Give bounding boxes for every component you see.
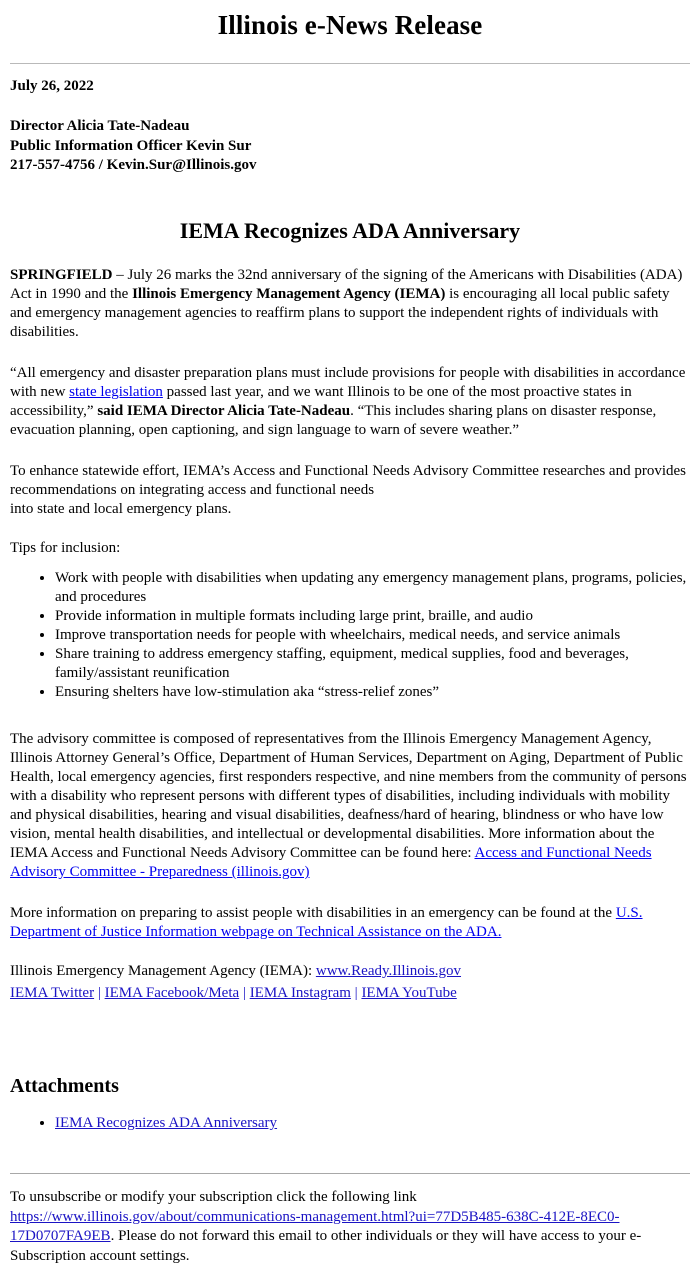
contact-public-information-officer: Public Information Officer Kevin Sur bbox=[10, 137, 252, 154]
agency-label: Illinois Emergency Management Agency (IEMA): bbox=[10, 963, 316, 980]
link-separator-1: | bbox=[94, 984, 105, 1001]
iema-instagram-link[interactable]: IEMA Instagram bbox=[249, 984, 351, 1001]
quote-attribution: said IEMA Director Alicia Tate-Nadeau bbox=[97, 403, 351, 420]
email-document-page bbox=[0, 10, 700, 1266]
iema-twitter-link[interactable]: IEMA Twitter bbox=[10, 984, 95, 1001]
state-legislation-link[interactable]: state legislation bbox=[69, 384, 163, 401]
release-headline: IEMA Recognizes ADA Anniversary bbox=[179, 217, 521, 243]
page-title: Illinois e-News Release bbox=[217, 10, 483, 40]
quote-text-part-1: “All emergency and disaster preparation plans must include provisions for people with disabilities in accordance with new bbox=[10, 365, 686, 401]
lede-text-part-2: is encouraging all local public safety and emergency management agencies to reaffirm plans to support the independent rights of individuals with disabilities. bbox=[10, 285, 670, 341]
unsubscribe-intro: To unsubscribe or modify your subscription click the following link bbox=[10, 1189, 417, 1206]
agency-website-line bbox=[10, 962, 690, 982]
doj-ada-technical-assistance-link[interactable]: U.S. Department of Justice Information webpage on Technical Assistance on the ADA. bbox=[10, 905, 643, 941]
header-divider bbox=[10, 63, 690, 64]
quote-text-part-3: . “This includes sharing plans on disaster response, evacuation planning, open captioning, and sign language to warn of severe weather.” bbox=[10, 403, 657, 439]
contact-block bbox=[10, 117, 690, 176]
contact-phone-email: 217-557-4756 / Kevin.Sur@Illinois.gov bbox=[10, 157, 257, 174]
release-date: July 26, 2022 bbox=[10, 78, 94, 95]
list-item bbox=[55, 1114, 690, 1133]
list-item: • Share training to address emergency staffing, equipment, medical supplies, food and beverages, family/assistant reunification bbox=[55, 645, 690, 683]
social-links-line bbox=[10, 984, 690, 1004]
link-separator-2: | bbox=[239, 984, 250, 1001]
paragraph-committee-intro bbox=[10, 462, 690, 519]
committee-intro-line-2: into state and local emergency plans. bbox=[10, 501, 232, 518]
link-separator-3: | bbox=[350, 984, 362, 1001]
iema-youtube-link[interactable]: IEMA YouTube bbox=[361, 984, 457, 1001]
unsubscribe-paragraph bbox=[10, 1188, 690, 1266]
dateline: SPRINGFIELD bbox=[10, 266, 113, 283]
tips-list bbox=[10, 569, 690, 702]
list-item: • Provide information in multiple formats including large print, braille, and audio bbox=[55, 607, 690, 626]
iema-facebook-link[interactable]: IEMA Facebook/Meta bbox=[104, 984, 240, 1001]
lede-text-part-1: – July 26 marks the 32nd anniversary of the signing of the Americans with Disabilities (ADA) Act in 1990 and the bbox=[10, 266, 683, 302]
list-item: • Ensuring shelters have low-stimulation aka “stress-relief zones” bbox=[55, 683, 690, 702]
footer-divider bbox=[10, 1173, 690, 1174]
paragraph-committee-detail bbox=[10, 730, 690, 882]
lede-agency-name: Illinois Emergency Management Agency (IEMA) bbox=[132, 285, 446, 302]
ready-illinois-link[interactable]: www.Ready.Illinois.gov bbox=[315, 963, 462, 980]
paragraph-quote bbox=[10, 364, 690, 440]
quote-text-part-2: passed last year, and we want Illinois to be one of the most proactive states in accessibility,” bbox=[10, 384, 632, 420]
list-item: • Improve transportation needs for people with wheelchairs, medical needs, and service animals bbox=[55, 626, 690, 645]
committee-detail-text: The advisory committee is composed of representatives from the Illinois Emergency Management Agency, Illinois Attorney General’s Office, Department of Human Services, Department on Aging, Department of Public Health, local emergency agencies, first responders respective, and nine members from the community of persons with a disability who represent persons with different types of disabilities, including individuals with mobility and physical disabilities, hearing and visual disabilities, deafness/hard of hearing, blindness or who have low vision, mental health disabilities, and intellectual or developmental disabilities. More information about the IEMA Access and Functional Needs Advisory Committee can be found here: bbox=[10, 730, 687, 862]
tips-label: Tips for inclusion: bbox=[10, 540, 121, 557]
advisory-committee-link[interactable]: Access and Functional Needs Advisory Committee - Preparedness (illinois.gov) bbox=[10, 845, 652, 881]
committee-intro-line-1: To enhance statewide effort, IEMA’s Access and Functional Needs Advisory Committee researches and provides recommendations on integrating access and functional needs bbox=[10, 463, 686, 499]
paragraph-lede bbox=[10, 266, 690, 342]
attachments-list bbox=[10, 1114, 690, 1133]
attachments-heading: Attachments bbox=[10, 1075, 119, 1098]
unsubscribe-link[interactable]: https://www.illinois.gov/about/communications-management.html?ui=77D5B485-638C-412E-8EC0-17D0707FA9EB bbox=[10, 1208, 620, 1245]
list-item: • Work with people with disabilities when updating any emergency management plans, programs, policies, and procedures bbox=[55, 569, 690, 607]
unsubscribe-outro: . Please do not forward this email to other individuals or they will have access to your e-Subscription account settings. bbox=[10, 1228, 642, 1264]
doj-text: More information on preparing to assist people with disabilities in an emergency can be found at the bbox=[10, 905, 616, 922]
paragraph-doj bbox=[10, 904, 690, 942]
contact-director: Director Alicia Tate-Nadeau bbox=[10, 118, 190, 135]
attachment-link[interactable]: IEMA Recognizes ADA Anniversary bbox=[55, 1115, 278, 1132]
